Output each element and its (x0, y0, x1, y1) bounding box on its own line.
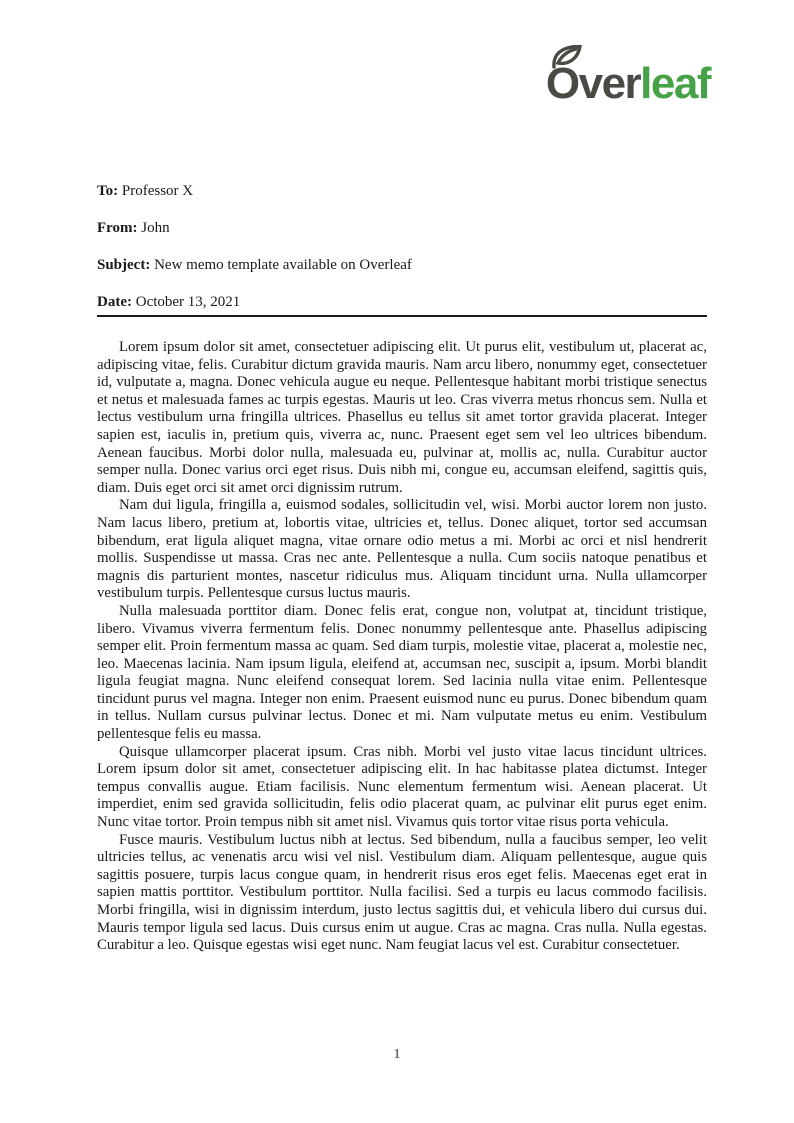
memo-field-date-value: October 13, 2021 (135, 294, 241, 310)
body-paragraph-5: Fusce mauris. Vestibulum luctus nibh at lectus. Sed bibendum, nulla a faucibus semper, leo velit ultricies tellus, ac venenatis arcu wisi vel nisl. Vestibulum diam. Aliquam pellentesque, augue quis sagittis posuere, turpis lacus congue quam, in hendrerit risus eros eget felis. Maecenas eget erat in sapien mattis porttitor. Vestibulum porttitor. Nulla facilisi. Sed a turpis eu lacus commodo facilisis. Morbi fringilla, wisi in dignissim interdum, justo lectus sagittis dui, et vehicula libero dui cursus dui. Mauris tempor ligula sed lacus. Duis cursus enim ut augue. Cras ac magna. Cras nulla. Nulla egestas. Curabitur a leo. Quisque egestas wisi eget nunc. Nam feugiat lacus vel est. Curabitur consectetuer. (97, 831, 707, 954)
overleaf-logo-letter-o: O (546, 62, 579, 106)
overleaf-logo-leaf-text: leaf (640, 59, 710, 108)
memo-field-from-value: John (141, 220, 170, 236)
body-paragraph-3: Nulla malesuada porttitor diam. Donec felis erat, congue non, volutpat at, tincidunt tristique, libero. Vivamus viverra fermentum felis. Donec nonummy pellentesque ante. Phasellus adipiscing semper elit. Proin fermentum massa ac quam. Sed diam turpis, molestie vitae, placerat a, molestie nec, leo. Maecenas lacinia. Nam ipsum ligula, eleifend at, accumsan nec, suscipit a, ipsum. Morbi blandit ligula feugiat magna. Nunc eleifend consequat lorem. Sed lacinia nulla vitae enim. Pellentesque tincidunt purus vel magna. Integer non enim. Praesent euismod nunc eu purus. Donec bibendum quam in tellus. Nullam cursus pulvinar lectus. Donec et mi. Nam vulputate metus eu enim. Vestibulum pellentesque felis eu massa. (97, 602, 707, 743)
memo-field-subject-label: Subject: (97, 257, 151, 273)
body-paragraph-4: Quisque ullamcorper placerat ipsum. Cras nibh. Morbi vel justo vitae lacus tincidunt ultrices. Lorem ipsum dolor sit amet, consectetuer adipiscing elit. In hac habitasse platea dictumst. Integer tempus convallis augue. Etiam facilisis. Nunc elementum fermentum wisi. Aenean placerat. Ut imperdiet, enim sed gravida sollicitudin, felis odio placerat quam, ac pulvinar elit purus eget enim. Nunc vitae tortor. Proin tempus nibh sit amet nisl. Vivamus quis tortor vitae risus porta vehicula. (97, 743, 707, 831)
memo-field-from (97, 220, 707, 237)
page-number: 1 (393, 1047, 401, 1062)
body-paragraph-1: Lorem ipsum dolor sit amet, consectetuer adipiscing elit. Ut purus elit, vestibulum ut, placerat ac, adipiscing vitae, felis. Curabitur dictum gravida mauris. Nam arcu libero, nonummy eget, consectetuer id, vulputate a, magna. Donec vehicula augue eu neque. Pellentesque habitant morbi tristique senectus et netus et malesuada fames ac turpis egestas. Mauris ut leo. Cras viverra metus rhoncus sem. Nulla et lectus vestibulum urna fringilla ultrices. Phasellus eu tellus sit amet tortor gravida placerat. Integer sapien est, iaculis in, pretium quis, viverra ac, nunc. Praesent eget sem vel leo ultrices bibendum. Aenean faucibus. Morbi dolor nulla, malesuada eu, pulvinar at, mollis ac, nulla. Curabitur auctor semper nulla. Donec varius orci eget risus. Duis nibh mi, congue eu, accumsan eleifend, sagittis quis, diam. Duis eget orci sit amet orci dignissim rutrum. (97, 339, 707, 496)
memo-body (97, 339, 707, 955)
header-divider-rule (97, 315, 707, 317)
memo-field-subject-value: New memo template available on Overleaf (154, 257, 412, 273)
memo-field-to-label: To: (97, 183, 119, 199)
memo-field-to (97, 183, 707, 200)
memo-field-to-value: Professor X (121, 183, 194, 199)
overleaf-logo-over-text: ver (578, 59, 641, 108)
overleaf-logo (545, 59, 710, 108)
memo-header (97, 183, 707, 331)
memo-field-date (97, 294, 707, 311)
body-paragraph-2: Nam dui ligula, fringilla a, euismod sodales, sollicitudin vel, wisi. Morbi auctor lorem non justo. Nam lacus libero, pretium at, lobortis vitae, ultricies et, tellus. Donec aliquet, tortor sed accumsan bibendum, erat ligula aliquet magna, vitae ornare odio metus a mi. Morbi ac orci et nisl hendrerit mollis. Suspendisse ut massa. Cras nec ante. Pellentesque a nulla. Cum sociis natoque penatibus et magnis dis parturient montes, nascetur ridiculus mus. Aliquam tincidunt urna. Nulla ullamcorper vestibulum turpis. Pellentesque cursus luctus mauris. (97, 497, 707, 602)
memo-field-date-label: Date: (97, 294, 132, 310)
memo-field-from-label: From: (97, 220, 138, 236)
memo-field-subject (97, 257, 707, 274)
